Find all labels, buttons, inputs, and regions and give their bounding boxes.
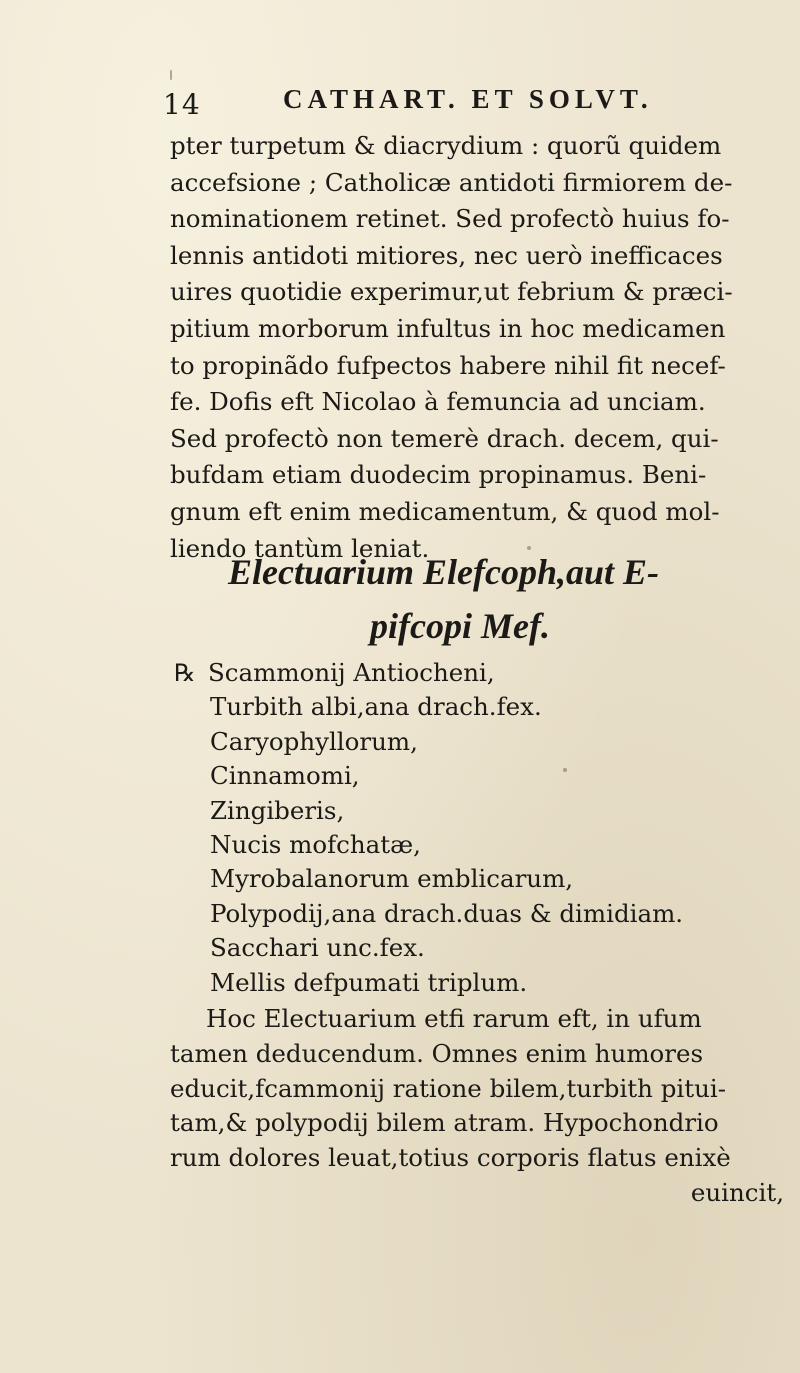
paper-speck — [527, 546, 531, 550]
ingredient: Nucis mofchatæ, — [210, 829, 421, 859]
text-line: uires quotidie experimur,ut febrium & præci- — [170, 277, 733, 307]
paper-mark — [170, 70, 172, 80]
ingredient: Turbith albi,ana drach.fex. — [210, 692, 542, 722]
recipe-symbol: ℞ — [174, 659, 196, 687]
text-line: fe. Dofis eft Nicolao à femuncia ad unciam. — [170, 387, 706, 417]
text-line: pitium morborum infultus in hoc medicamen — [170, 313, 726, 343]
section-heading — [170, 545, 790, 653]
text-line: to propinãdo fufpectos habere nihil fit necef- — [170, 350, 726, 380]
ingredient: Scammonij Antiocheni, — [208, 658, 495, 687]
text-line: liendo tantùm leniat. — [170, 533, 430, 563]
text-line: bufdam etiam duodecim propinamus. Beni- — [170, 460, 707, 490]
text-line: accefsione ; Catholicæ antidoti firmiorem de- — [170, 167, 733, 197]
ingredient: Myrobalanorum emblicarum, — [210, 864, 574, 894]
text-line: Sed profectò non temerè drach. decem, qui- — [170, 423, 719, 453]
text-line: gnum eft enim medicamentum, & quod mol- — [170, 496, 720, 526]
text-line: Hoc Electuarium etfi rarum eft, in ufum — [206, 1004, 702, 1033]
ingredient: Sacchari unc.fex. — [210, 933, 425, 963]
paper-speck — [563, 768, 567, 772]
recipe-list — [174, 656, 794, 1000]
text-line: tam,& polypodij bilem atram. Hypochondrio — [170, 1108, 719, 1138]
ingredient: Polypodij,ana drach.duas & dimidiam. — [210, 898, 684, 928]
text-line: pter turpetum & diacrydium : quorũ quidem — [170, 131, 722, 160]
text-line: tamen deducendum. Omnes enim humores — [170, 1038, 704, 1068]
ingredient: Mellis defpumati triplum. — [210, 967, 528, 997]
page-header — [163, 84, 723, 128]
page-number: 14 — [163, 88, 201, 121]
heading-line-2: pifcopi Mef. — [370, 606, 550, 646]
ingredient: Cinnamomi, — [210, 761, 360, 791]
recipe-line — [174, 656, 794, 690]
heading-line-1: Electuarium Elefcoph,aut E- — [228, 552, 660, 592]
paragraph-one — [170, 128, 790, 567]
paragraph-two — [170, 1002, 790, 1211]
ingredient: Caryophyllorum, — [210, 726, 418, 756]
text-line: nominationem retinet. Sed profectò huius fo- — [170, 204, 730, 234]
text-line: lennis antidoti mitiores, nec uerò inefficaces — [170, 240, 723, 270]
text-line: educit,fcammonij ratione bilem,turbith pitui- — [170, 1073, 726, 1103]
ingredient: Zingiberis, — [210, 795, 345, 825]
running-head: CATHART. ET SOLVT. — [283, 84, 653, 114]
catchword: euincit, — [690, 1177, 784, 1207]
text-line: rum dolores leuat,totius corporis flatus enixè — [170, 1143, 731, 1173]
